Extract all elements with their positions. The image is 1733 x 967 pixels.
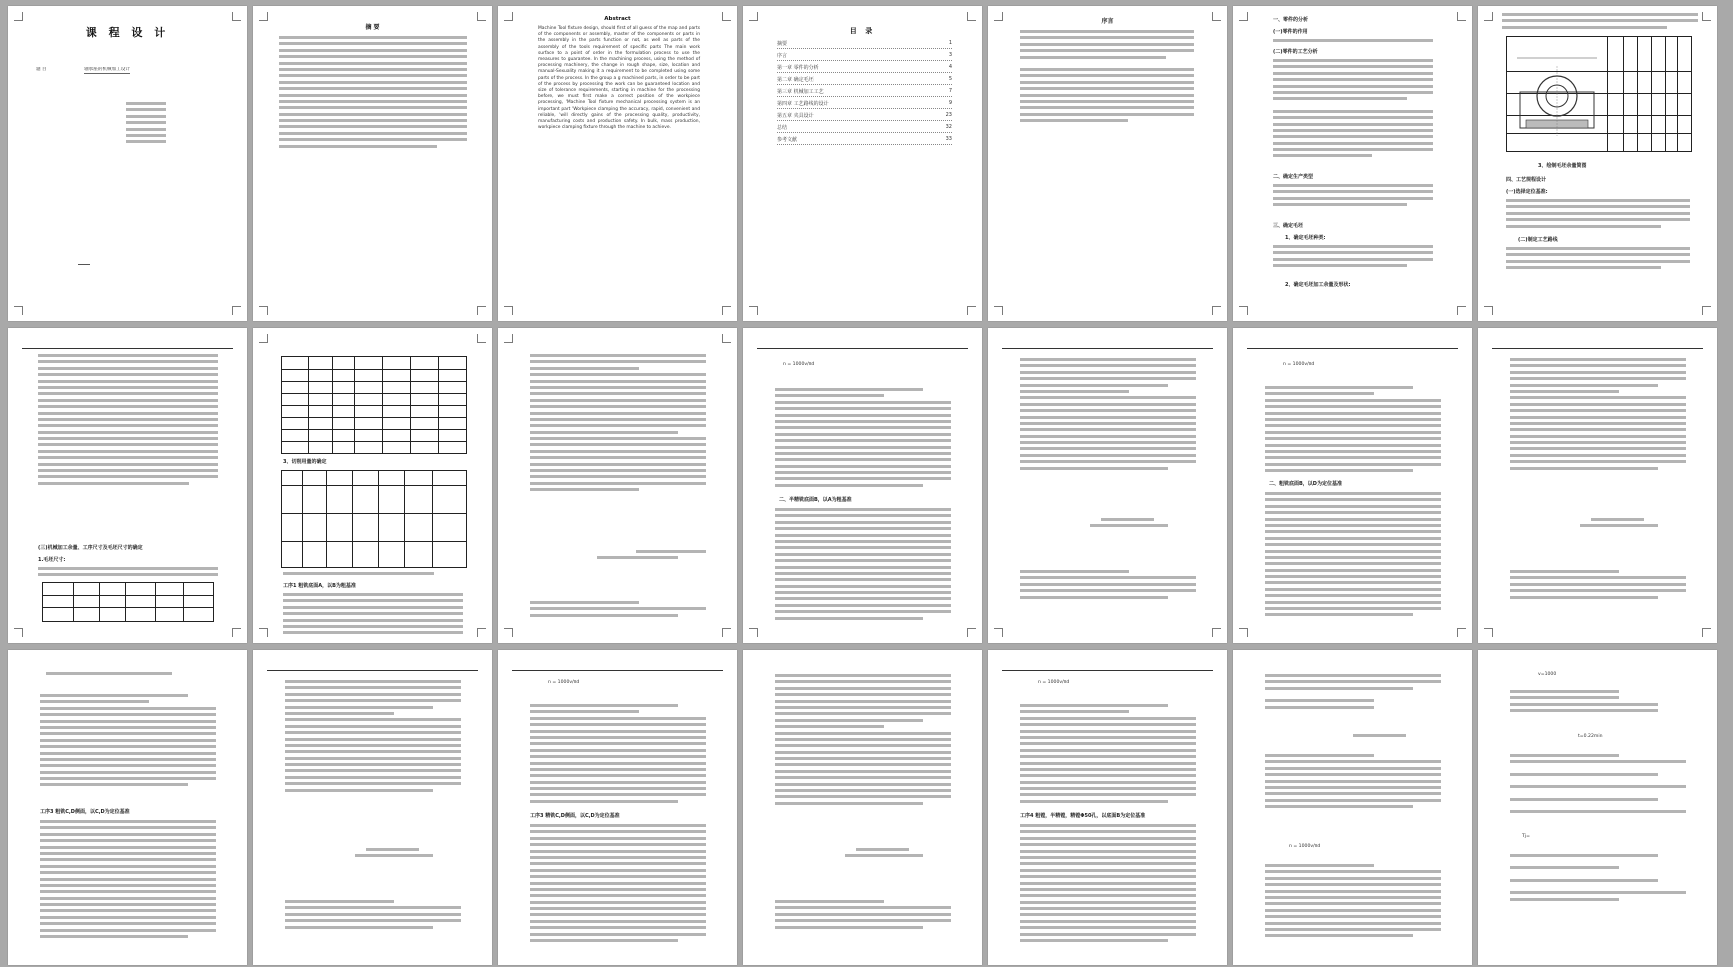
toc-row[interactable] [777,100,952,109]
crop-mark [14,306,23,315]
paragraph [1273,39,1433,45]
page-boring[interactable] [988,650,1227,965]
section-heading: 3、绘制毛坯余量简图 [1538,163,1587,169]
formula-line [1265,734,1441,740]
paragraph [1020,570,1196,602]
page-abstract-en[interactable] [498,6,737,321]
time-formula: t=0.22min [1578,734,1603,739]
paragraph [1273,245,1433,271]
toc-row[interactable] [777,64,952,73]
page-blank-drawing[interactable] [1478,6,1717,321]
header-rule [1247,348,1458,349]
paragraph [40,820,216,941]
abstract-en-title: Abstract [604,16,631,22]
toc-row-page: 9 [948,100,952,106]
paragraph [1510,690,1686,716]
page-abstract-cn[interactable] [253,6,492,321]
paragraph [1020,358,1196,473]
paragraph [1265,754,1441,812]
crop-mark [1457,628,1466,637]
crop-mark [477,12,486,21]
crop-mark [722,12,731,21]
section-heading: 三、确定毛坯 [1273,223,1304,229]
section-heading: 二、粗铣底面B，以D为定位基准 [1269,481,1342,487]
toc-row-page: 3 [948,52,952,58]
toc-row[interactable] [777,124,952,133]
page-calc-6[interactable] [8,650,247,965]
crop-mark [722,628,731,637]
paragraph [1265,864,1441,941]
cover-date-mark [78,264,90,265]
crop-mark [749,628,758,637]
page-calc-9[interactable] [743,650,982,965]
section-heading: 工序1 粗铣底面A，以B为粗基准 [283,583,356,589]
cover-title: 课 程 设 计 [85,26,170,39]
page-table-of-contents[interactable] [743,6,982,321]
paragraph [1510,754,1686,816]
paragraph [1510,570,1686,602]
crop-mark [259,334,268,343]
crop-mark [477,628,486,637]
crop-mark [967,628,976,637]
crop-mark [1239,306,1248,315]
bearing-seat-drawing [1512,52,1602,144]
crop-mark [1702,628,1711,637]
toc-row[interactable] [777,136,952,145]
cover-topic-label: 题 目 [36,67,47,72]
page-boring-calc[interactable] [1233,650,1472,965]
formula-line [530,550,706,563]
toc-row-label: 序言 [777,53,788,59]
paragraph [40,694,216,790]
toc-row-label: 总结 [777,125,788,131]
crop-mark [1457,12,1466,21]
formula-line [775,848,951,861]
crop-mark [504,334,513,343]
page-calc-3[interactable] [988,328,1227,643]
spindle-speed-formula: n = 1000v/πd [1283,362,1315,367]
crop-mark [1457,306,1466,315]
formula-line [46,672,196,678]
toc-row[interactable] [777,88,952,97]
crop-mark [259,628,268,637]
crop-mark [1239,12,1248,21]
preface-title: 序言 [1101,18,1114,25]
paragraph [285,680,461,795]
crop-mark [232,12,241,21]
toc-row-label: 第一章 零件的分析 [777,65,819,71]
paragraph [38,354,218,488]
toc-row-label: 摘要 [777,41,788,47]
bearing-seat-icon [1512,52,1602,144]
section-heading: 二、半精铣底面B，以A为粗基准 [779,497,852,503]
allowance-table [42,582,214,622]
crop-mark [1212,12,1221,21]
paragraph [530,601,706,620]
paragraph [530,824,706,945]
crop-mark [504,628,513,637]
toc-row[interactable] [777,76,952,85]
paragraph [1506,247,1690,273]
crop-mark [477,334,486,343]
section-heading: (三)机械加工余量、工序尺寸及毛坯尺寸的确定 [38,545,143,551]
paragraph [1502,13,1698,32]
crop-mark [1212,306,1221,315]
cover-topic-value: 轴承座的机械加工设计 [84,67,130,74]
page-cutting-table[interactable] [253,328,492,643]
formula-line [1020,518,1196,531]
section-heading: 工序3 粗铣C,D侧面，以C,D为定位基准 [40,809,130,815]
paragraph [1273,184,1433,210]
page-calc-1[interactable] [498,328,737,643]
paragraph [1020,824,1196,945]
crop-mark [1484,306,1493,315]
toc-row-label: 参考文献 [777,137,798,143]
paragraph [285,900,461,932]
page-calc-7[interactable] [253,650,492,965]
toc-row[interactable] [777,40,952,49]
toc-row-label: 第五章 夹具设计 [777,113,814,119]
section-heading: 一、零件的分析 [1273,17,1309,23]
formula-line [285,848,461,861]
abstract-cn-title: 摘 要 [365,24,380,31]
crop-mark [1484,628,1493,637]
section-heading: (二)制定工艺路线 [1518,237,1558,243]
toc-row-page: 5 [948,76,952,82]
crop-mark [967,306,976,315]
spindle-speed-formula: n = 1000v/πd [783,362,815,367]
crop-mark [232,306,241,315]
header-rule [22,348,233,349]
toc-row-page: 4 [948,64,952,70]
abstract-cn-body [279,36,467,151]
crop-mark [259,306,268,315]
crop-mark [259,12,268,21]
section-heading: 1.毛坯尺寸: [38,557,66,563]
abstract-en-body: Machine Tool fixture design, should first of all guess of the map and parts of the components or assembly, master of the components or parts in the assembly in the parts function or not, as well as parts of the assembly of the tools requirement of specific parts The main work surface to a point of order in the formulation process to use the measures to guarantee. In the machining process, using the method of processing machinery, the change in rough shape, size, location and manual-Sexuality making it a requirement to be completed using some parts of the process. In the group a g machined parts, in order to be part of the process by processing the work can be guaranteed location and size of tolerance requirements, starting in machine for the processing before, we must first make a correct position of the workpiece processing, 'Machine Tool fixture mechanical processing system is an important part 'Workpiece clamping the accuracy, rapid, convenient and reliable, 'will directly gains of the processing quality, productivity, manufacturing costs and production safety. In bulk, mass production, workpiece clamping fixture through the machine to achieve. [538,26,700,131]
toc-row-page: 1 [948,40,952,46]
page-cover[interactable] [8,6,247,321]
cover-info-lines [126,102,166,147]
toc-title: 目 录 [849,27,876,35]
section-heading: 2、确定毛坯加工余量及形状: [1285,282,1351,288]
paragraph [530,704,706,806]
section-heading: 工序3 精铣C,D侧面，以C,D为定位基准 [530,813,620,819]
paragraph [1020,704,1196,806]
crop-mark [477,306,486,315]
header-rule [1002,670,1213,671]
paragraph [1273,59,1433,161]
paragraph [530,354,706,495]
page-calc-8[interactable] [498,650,737,965]
crop-mark [1484,12,1493,21]
section-heading: (一)选择定位基准: [1506,189,1548,195]
toc-row-label: 第四章 工艺路线的设计 [777,101,829,107]
paragraph [775,388,951,490]
page-calc-5[interactable] [1478,328,1717,643]
formula-line [1510,518,1686,531]
paragraph [283,593,463,638]
toc-row-page: 7 [948,88,952,94]
page-calc-2[interactable] [743,328,982,643]
crop-mark [749,12,758,21]
section-heading: 二、确定生产类型 [1273,174,1314,180]
cutting-parameter-table [281,470,467,568]
preface-body [1020,30,1194,125]
crop-mark [994,306,1003,315]
section-heading: (二)零件的工艺分析 [1273,49,1318,55]
section-heading: 1、确定毛坯种类: [1285,235,1326,241]
paragraph [1265,674,1441,712]
toc-row[interactable] [777,112,952,121]
crop-mark [1212,628,1221,637]
crop-mark [504,306,513,315]
toc-row-label: 第三章 机械加工工艺 [777,89,824,95]
dimension-table [281,356,467,454]
time-formula: Tj= [1522,834,1530,839]
header-rule [512,670,723,671]
crop-mark [504,12,513,21]
crop-mark [994,628,1003,637]
toc-row-page: 32 [945,124,952,130]
paragraph [1510,854,1686,904]
toc-row-label: 第二章 确定毛坯 [777,77,814,83]
paragraph [38,567,218,580]
paragraph [775,508,951,623]
paragraph [283,572,463,578]
time-formula: v=1000 [1538,672,1557,677]
crop-mark [1239,628,1248,637]
crop-mark [967,12,976,21]
paragraph [775,674,951,808]
page-part-analysis[interactable] [1233,6,1472,321]
paragraph [1265,492,1441,620]
page-time-calc[interactable] [1478,650,1717,965]
toc-row[interactable] [777,52,952,61]
paragraph [1265,386,1441,475]
page-calc-4[interactable] [1233,328,1472,643]
crop-mark [722,334,731,343]
paragraph [775,900,951,932]
spindle-speed-formula: n = 1000v/πd [1289,844,1321,849]
page-allowance[interactable] [8,328,247,643]
header-rule [1492,348,1703,349]
spindle-speed-formula: n = 1000v/πd [548,680,580,685]
crop-mark [994,12,1003,21]
crop-mark [1702,12,1711,21]
crop-mark [14,628,23,637]
toc-row-page: 33 [945,136,952,142]
header-rule [267,670,478,671]
crop-mark [722,306,731,315]
crop-mark [232,628,241,637]
page-preface[interactable] [988,6,1227,321]
toc-row-page: 23 [945,112,952,118]
crop-mark [1702,306,1711,315]
crop-mark [14,12,23,21]
section-heading: 工序4 粗镗，半精镗，精镗Φ50孔，以底面B为定位基准 [1020,813,1146,819]
spindle-speed-formula: n = 1000v/πd [1038,680,1070,685]
section-heading: 3、切削用量的确定 [283,459,327,465]
paragraph [1506,199,1690,231]
section-heading: 四、工艺规程设计 [1506,177,1547,183]
crop-mark [749,306,758,315]
paragraph [1510,358,1686,473]
header-rule [1002,348,1213,349]
header-rule [757,348,968,349]
section-heading: (一)零件的作用 [1273,29,1308,35]
